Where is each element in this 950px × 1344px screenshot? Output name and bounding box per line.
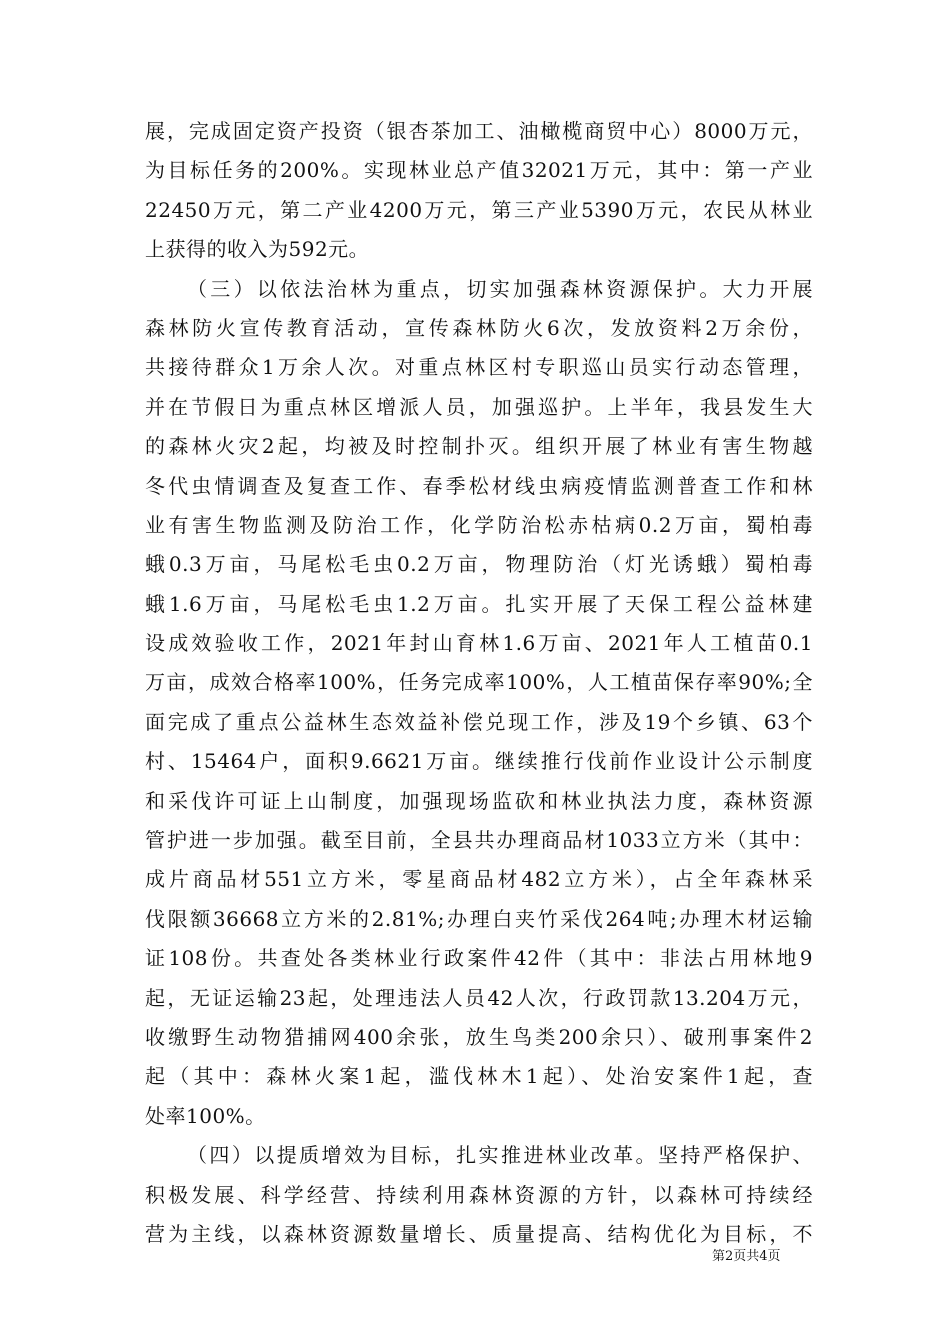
text-line: 冬代虫情调查及复查工作、春季松材线虫病疫情监测普查工作和林 <box>145 473 813 498</box>
text-line: 积极发展、科学经营、持续利用森林资源的方针，以森林可持续经 <box>145 1182 813 1207</box>
text-line: 蛾1.6万亩，马尾松毛虫1.2万亩。扎实开展了天保工程公益林建 <box>145 591 813 616</box>
text-line: 上获得的收入为592元。 <box>145 237 370 262</box>
paragraph-heading-line: （三）以依法治林为重点，切实加强森林资源保护。大力开展 <box>187 276 813 301</box>
paragraph-heading-line: （四）以提质增效为目标，扎实推进林业改革。坚持严格保护、 <box>187 1143 813 1168</box>
text-line: 处率100%。 <box>145 1103 266 1128</box>
text-line: 并在节假日为重点林区增派人员，加强巡护。上半年，我县发生大 <box>145 394 813 419</box>
text-line: 森林防火宣传教育活动，宣传森林防火6次，发放资料2万余份， <box>145 315 813 340</box>
text-line: 成片商品材551立方米，零星商品材482立方米），占全年森林采 <box>145 867 813 892</box>
page-number: 第2页共4页 <box>712 1249 781 1264</box>
text-line: 业有害生物监测及防治工作，化学防治松赤枯病0.2万亩，蜀柏毒 <box>145 512 813 537</box>
text-line: 收缴野生动物猎捕网400余张，放生鸟类200余只）、破刑事案件2 <box>145 1024 813 1049</box>
body-text <box>145 112 813 1254</box>
text-line: 伐限额36668立方米的2.81%;办理白夹竹采伐264吨;办理木材运输 <box>145 906 813 931</box>
text-line: 证108份。共查处各类林业行政案件42件（其中：非法占用林地9 <box>145 946 813 971</box>
text-line: 管护进一步加强。截至目前，全县共办理商品材1033立方米（其中： <box>145 828 813 853</box>
text-line: 万亩，成效合格率100%，任务完成率100%，人工植苗保存率90%;全 <box>145 670 813 695</box>
text-line: 的森林火灾2起，均被及时控制扑灭。组织开展了林业有害生物越 <box>145 434 813 459</box>
text-line: 营为主线，以森林资源数量增长、质量提高、结构优化为目标，不 <box>145 1221 813 1246</box>
text-line: 设成效验收工作，2021年封山育林1.6万亩、2021年人工植苗0.1 <box>145 631 813 656</box>
text-line: 面完成了重点公益林生态效益补偿兑现工作，涉及19个乡镇、63个 <box>145 709 813 734</box>
text-line: 蛾0.3万亩，马尾松毛虫0.2万亩，物理防治（灯光诱蛾）蜀柏毒 <box>145 552 813 577</box>
text-line: 展，完成固定资产投资（银杏茶加工、油橄榄商贸中心）8000万元， <box>145 119 813 143</box>
text-line: 为目标任务的200%。实现林业总产值32021万元，其中：第一产业 <box>145 158 813 183</box>
text-line: 起，无证运输23起，处理违法人员42人次，行政罚款13.204万元， <box>145 985 813 1010</box>
text-line: 共接待群众1万余人次。对重点林区村专职巡山员实行动态管理， <box>145 355 813 380</box>
text-line: 22450万元，第二产业4200万元，第三产业5390万元，农民从林业 <box>145 197 813 222</box>
text-line: 村、15464户，面积9.6621万亩。继续推行伐前作业设计公示制度 <box>145 749 813 774</box>
text-line: 起（其中：森林火案1起，滥伐林木1起）、处治安案件1起，查 <box>145 1064 813 1089</box>
text-line: 和采伐许可证上山制度，加强现场监砍和林业执法力度，森林资源 <box>145 788 813 813</box>
